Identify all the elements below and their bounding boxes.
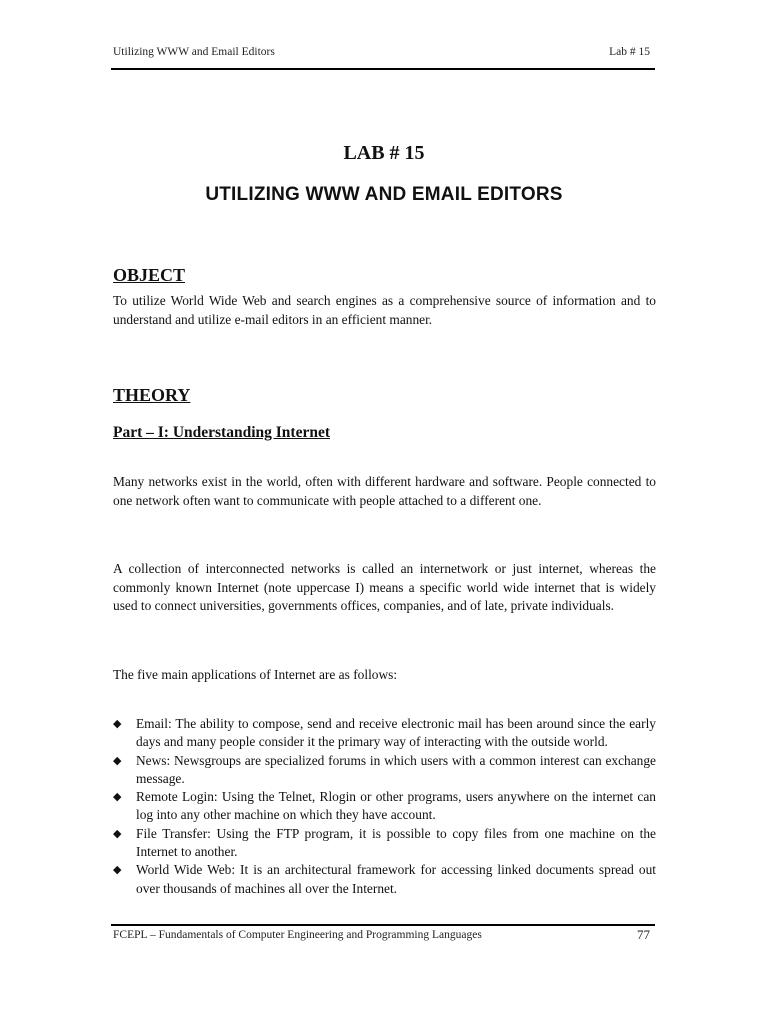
theory-heading: THEORY (113, 385, 191, 405)
diamond-bullet-icon: ◆ (113, 864, 122, 877)
running-header-title: Utilizing WWW and Email Editors (113, 46, 275, 58)
lab-number-title: LAB # 15 (343, 142, 425, 164)
list-item-text: News: Newsgroups are specialized forums in which users with a common interest can exchange message. (136, 752, 656, 786)
running-footer-course: FCEPL – Fundamentals of Computer Engineering and Programming Languages (113, 929, 482, 941)
diamond-bullet-icon: ◆ (113, 827, 122, 840)
list-item-text: Email: The ability to compose, send and receive electronic mail has been around since the early days and many people consider it the primary way of interacting with the outside world. (136, 716, 656, 750)
running-header-lab-number: Lab # 15 (609, 46, 650, 58)
page-number: 77 (637, 927, 650, 942)
diamond-bullet-icon: ◆ (113, 791, 122, 804)
list-item-text: World Wide Web: It is an architectural framework for accessing linked documents spread out over thousands of machines all over the Internet. (136, 862, 656, 896)
theory-paragraph-1: Many networks exist in the world, often with different hardware and software. People connected to one network often want to communicate with people attached to a different one. (113, 474, 656, 508)
object-heading: OBJECT (113, 265, 186, 285)
theory-paragraph-2: A collection of interconnected networks is called an internetwork or just internet, whereas the commonly known Internet (note uppercase I) means a specific world wide internet that is widely used to connect universities, governments offices, companies, and of late, private individuals. (113, 561, 656, 613)
internet-applications-list (113, 715, 656, 898)
list-item-text: Remote Login: Using the Telnet, Rlogin or other programs, users anywhere on the internet can log into any other machine on which they have account. (136, 789, 656, 823)
list-item (113, 825, 656, 862)
part-one-heading: Part – I: Understanding Internet (113, 424, 330, 441)
document-title: UTILIZING WWW AND EMAIL EDITORS (205, 184, 563, 205)
footer-divider (111, 924, 655, 926)
list-item-text: File Transfer: Using the FTP program, it is possible to copy files from one machine on the Internet to another. (136, 825, 656, 860)
list-item (113, 715, 656, 752)
diamond-bullet-icon: ◆ (113, 718, 122, 730)
list-item (113, 861, 656, 898)
list-item (113, 788, 656, 825)
object-paragraph: To utilize World Wide Web and search engines as a comprehensive source of information and to understand and utilize e-mail editors in an efficient manner. (113, 293, 656, 327)
list-item (113, 752, 656, 789)
theory-paragraph-3: The five main applications of Internet are as follows: (113, 667, 398, 682)
header-divider (111, 68, 655, 70)
diamond-bullet-icon: ◆ (113, 754, 122, 767)
